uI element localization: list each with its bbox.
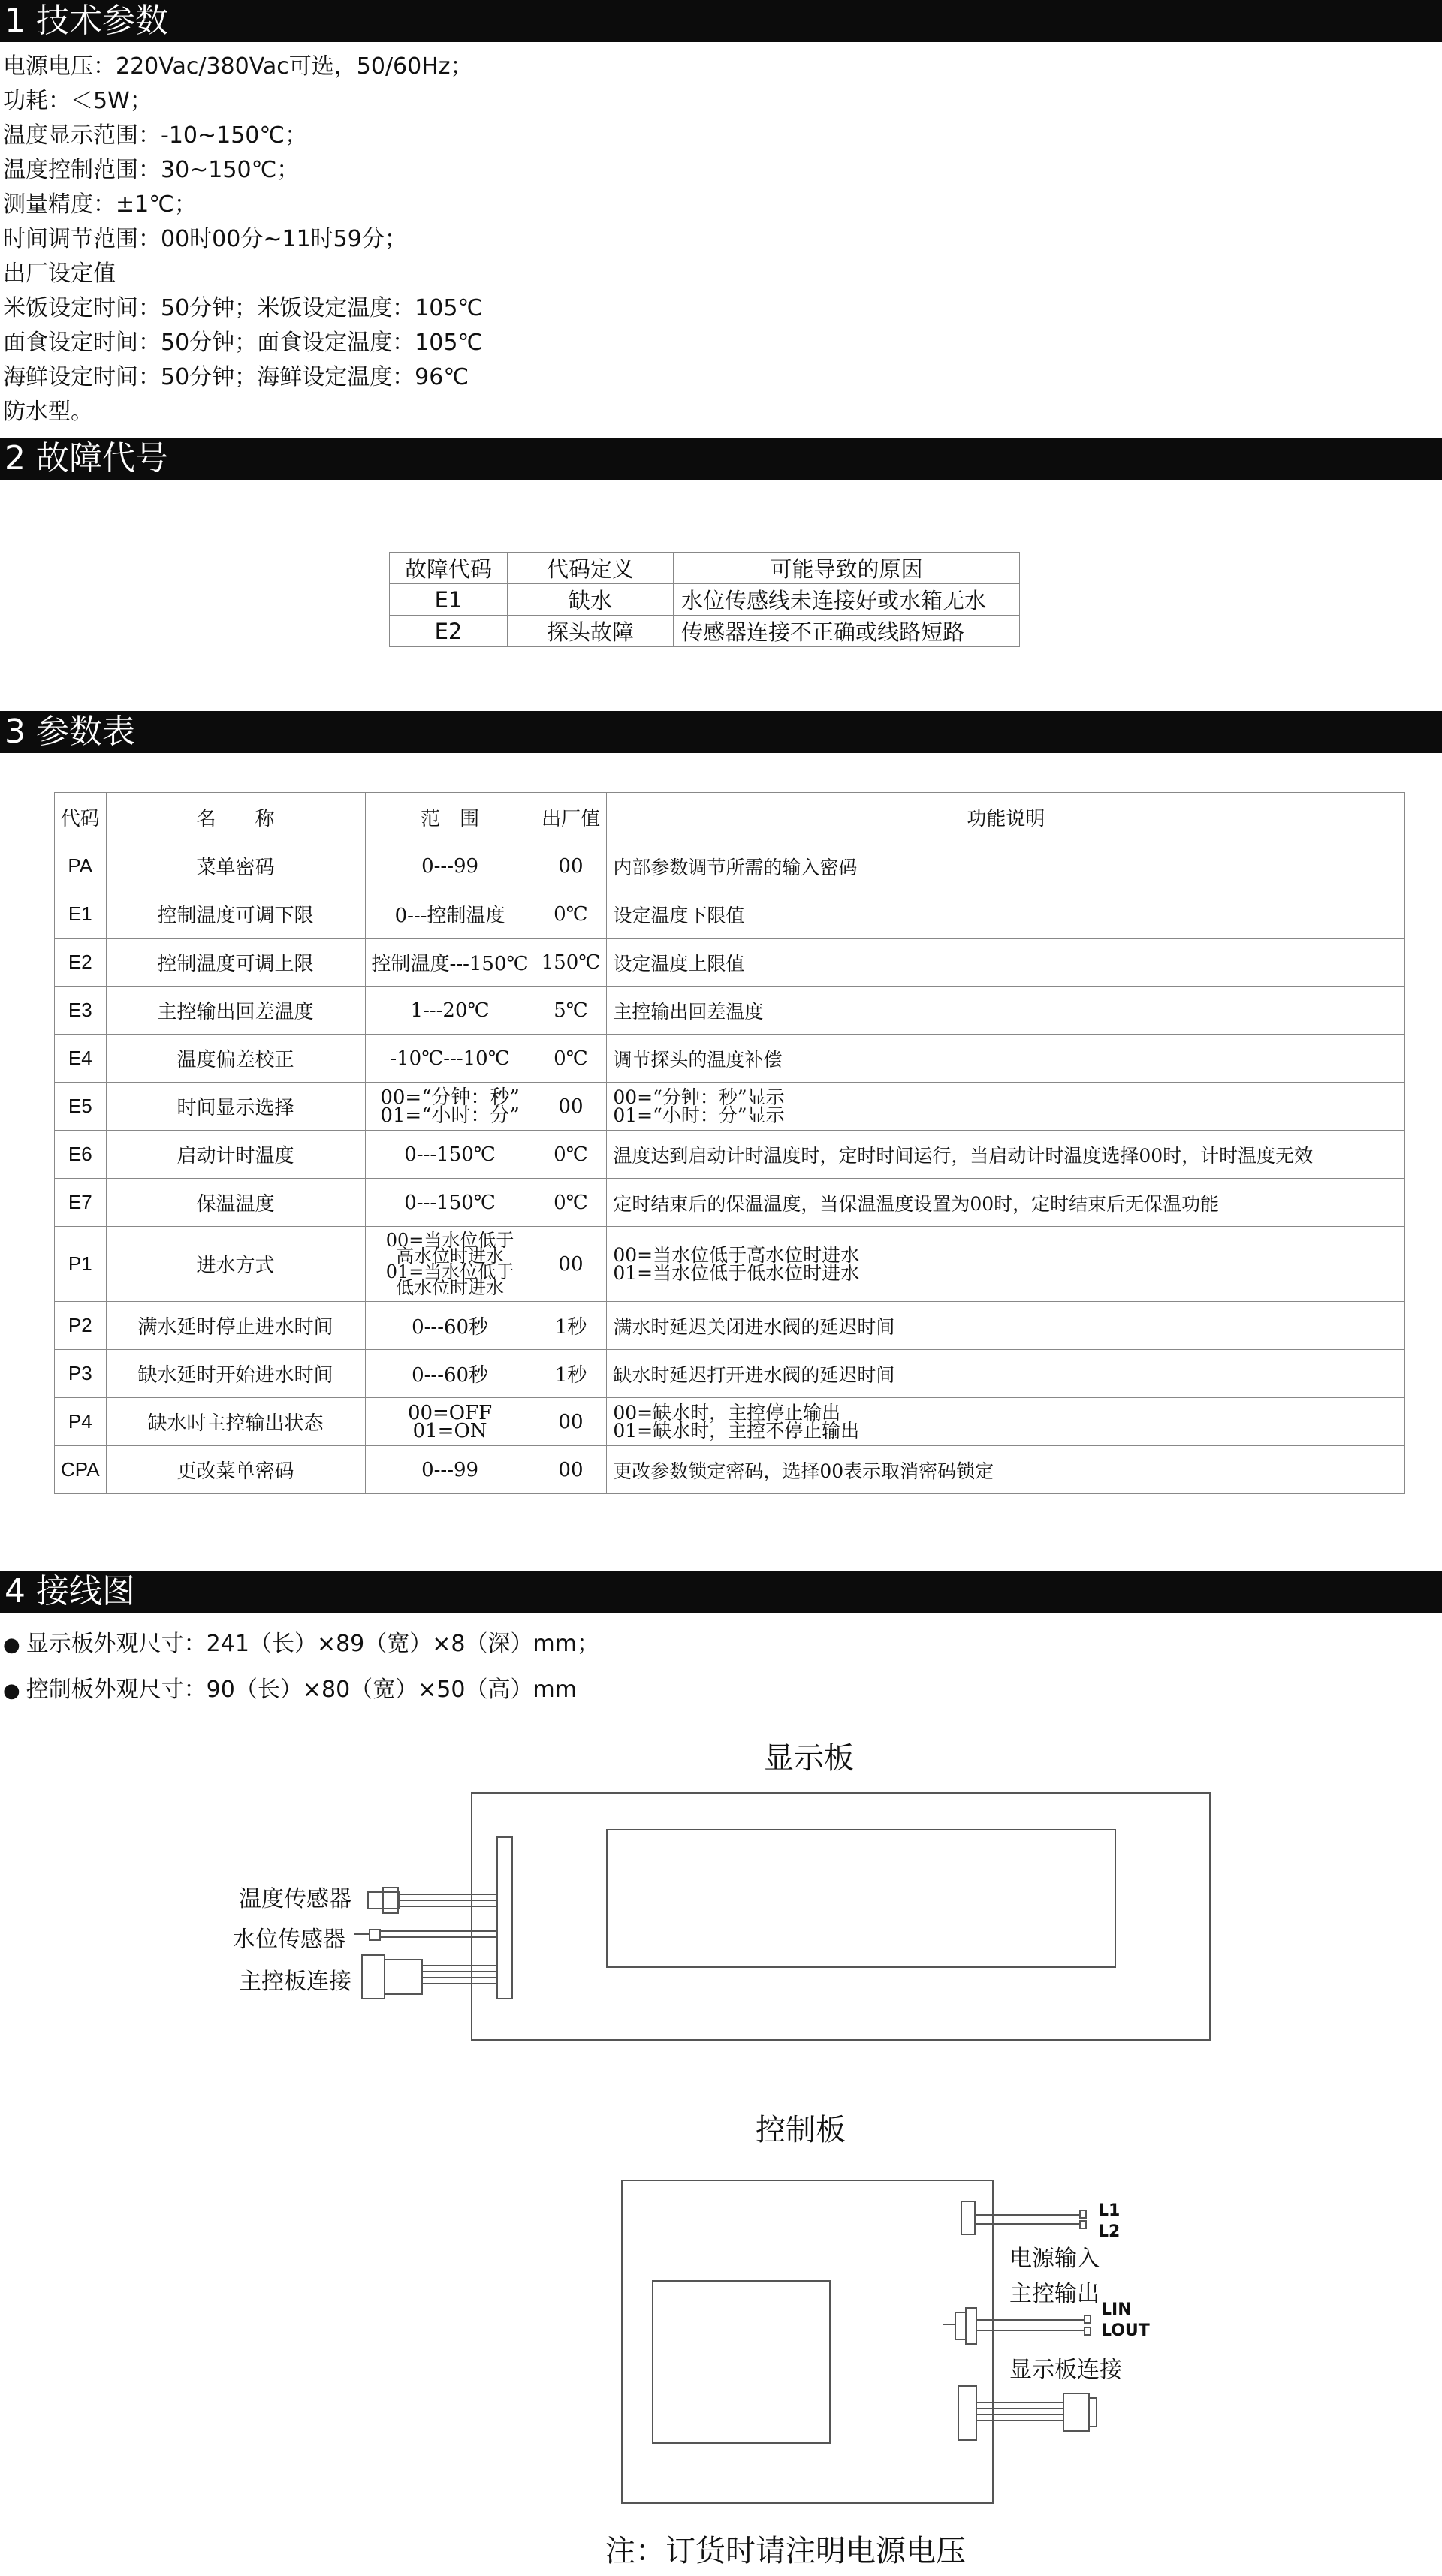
cell-default: 00 (535, 1227, 607, 1302)
spec-line: 测量精度：±1℃； (3, 191, 197, 218)
header-cell: 故障代码 (390, 553, 508, 584)
cell-range: 00=OFF 01=ON (365, 1398, 535, 1446)
cell-name: 满水延时停止进水时间 (106, 1302, 365, 1350)
cell-range: 00=“分钟：秒” 01=“小时：分” (365, 1083, 535, 1131)
cell-code: E7 (55, 1179, 107, 1227)
pin-label: LIN (1101, 2300, 1132, 2319)
order-note: 注：订货时请注明电源电压 (605, 2534, 966, 2568)
spec-line: 功耗：＜5W； (3, 88, 152, 114)
display-link-connector-icon (958, 2386, 1097, 2440)
cell-name: 主控输出回差温度 (106, 987, 365, 1035)
main-output-label: 主控输出 (1009, 2281, 1100, 2307)
cell-desc: 主控输出回差温度 (607, 987, 1405, 1035)
pin-label: L1 (1098, 2201, 1121, 2220)
cell-default: 0℃ (535, 1035, 607, 1083)
cell-range: -10℃---10℃ (365, 1035, 535, 1083)
pin-label: L2 (1098, 2222, 1121, 2241)
pin-label: LOUT (1101, 2321, 1150, 2340)
power-input-label: 电源输入 (1009, 2246, 1100, 2272)
cell-desc: 00=“分钟：秒”显示 01=“小时：分”显示 (607, 1083, 1405, 1131)
spec-line: 海鲜设定时间：50分钟；海鲜设定温度：96℃ (3, 364, 469, 390)
bullet-icon: ● (3, 1634, 20, 1656)
cell-range: 0---99 (365, 842, 535, 890)
section-4-header: 4 接线图 (0, 1571, 1442, 1613)
cell-code: E3 (55, 987, 107, 1035)
cell-desc: 00=缺水时，主控停止输出 01=缺水时，主控不停止输出 (607, 1398, 1405, 1446)
cell-code: P4 (55, 1398, 107, 1446)
cell-code: E5 (55, 1083, 107, 1131)
cell-desc: 缺水时延迟打开进水阀的延迟时间 (607, 1350, 1405, 1398)
cell-default: 0℃ (535, 1131, 607, 1179)
cell-range: 0---150℃ (365, 1179, 535, 1227)
cell-default: 0℃ (535, 890, 607, 939)
cell-name: 控制温度可调上限 (106, 939, 365, 987)
main-board-connector-icon (362, 1955, 497, 1999)
spec-line: 防水型。 (3, 399, 93, 425)
power-input-connector-icon (961, 2201, 1086, 2234)
cell-code: E4 (55, 1035, 107, 1083)
cell-default: 00 (535, 1083, 607, 1131)
temp-sensor-label: 温度传感器 (239, 1886, 351, 1912)
cell-name: 更改菜单密码 (106, 1446, 365, 1494)
cell-range: 0---控制温度 (365, 890, 535, 939)
spec-line: 米饭设定时间：50分钟；米饭设定温度：105℃ (3, 295, 484, 321)
display-board-title: 显示板 (764, 1741, 854, 1776)
main-output-connector-icon (943, 2308, 1091, 2344)
cell-code: CPA (55, 1446, 107, 1494)
header-cell: 可能导致的原因 (674, 553, 1020, 584)
cell: 缺水 (508, 584, 674, 616)
display-connector-strip (497, 1837, 512, 1999)
water-sensor-label: 水位传感器 (233, 1927, 345, 1953)
cell-name: 缺水时主控输出状态 (106, 1398, 365, 1446)
cell-range: 控制温度---150℃ (365, 939, 535, 987)
section-3-header: 3 参数表 (0, 711, 1442, 753)
section-2-header: 2 故障代号 (0, 438, 1442, 480)
water-sensor-connector-icon (354, 1930, 497, 1940)
cell-code: PA (55, 842, 107, 890)
cell-name: 控制温度可调下限 (106, 890, 365, 939)
cell: E2 (390, 616, 508, 647)
cell-desc: 温度达到启动计时温度时，定时时间运行，当启动计时温度选择00时，计时温度无效 (607, 1131, 1405, 1179)
cell-code: P3 (55, 1350, 107, 1398)
cell-code: E2 (55, 939, 107, 987)
cell-name: 时间显示选择 (106, 1083, 365, 1131)
cell-range: 0---150℃ (365, 1131, 535, 1179)
header-cell: 代码 (55, 793, 107, 842)
control-board-chip (653, 2281, 830, 2443)
section-1-header: 1 技术参数 (0, 0, 1442, 42)
main-board-link-label: 主控板连接 (239, 1969, 351, 1995)
cell-name: 缺水延时开始进水时间 (106, 1350, 365, 1398)
spec-line: 温度控制范围：30~150℃； (3, 157, 300, 183)
cell-default: 150℃ (535, 939, 607, 987)
cell-name: 温度偏差校正 (106, 1035, 365, 1083)
cell-desc: 定时结束后的保温温度，当保温温度设置为00时，定时结束后无保温功能 (607, 1179, 1405, 1227)
cell-desc: 更改参数锁定密码，选择00表示取消密码锁定 (607, 1446, 1405, 1494)
cell-range: 0---60秒 (365, 1350, 535, 1398)
cell: 传感器连接不正确或线路短路 (674, 616, 1020, 647)
cell-name: 进水方式 (106, 1227, 365, 1302)
cell-range: 0---99 (365, 1446, 535, 1494)
header-cell: 功能说明 (607, 793, 1405, 842)
cell-desc: 满水时延迟关闭进水阀的延迟时间 (607, 1302, 1405, 1350)
control-board-outline (622, 2180, 993, 2503)
cell-range: 0---60秒 (365, 1302, 535, 1350)
cell-default: 00 (535, 1446, 607, 1494)
cell-default: 1秒 (535, 1350, 607, 1398)
cell-desc: 00=当水位低于高水位时进水 01=当水位低于低水位时进水 (607, 1227, 1405, 1302)
cell-default: 1秒 (535, 1302, 607, 1350)
cell-default: 5℃ (535, 987, 607, 1035)
cell-range: 00=当水位低于 高水位时进水 01=当水位低于 低水位时进水 (365, 1227, 535, 1302)
cell-default: 0℃ (535, 1179, 607, 1227)
cell-desc: 内部参数调节所需的输入密码 (607, 842, 1405, 890)
cell-code: E1 (55, 890, 107, 939)
spec-line: 电源电压：220Vac/380Vac可选，50/60Hz； (3, 53, 473, 80)
cell-range: 1---20℃ (365, 987, 535, 1035)
spec-line: 面食设定时间：50分钟；面食设定温度：105℃ (3, 330, 484, 356)
header-cell: 名 称 (106, 793, 365, 842)
cell-desc: 调节探头的温度补偿 (607, 1035, 1405, 1083)
cell-code: E6 (55, 1131, 107, 1179)
header-cell: 范 围 (365, 793, 535, 842)
header-cell: 代码定义 (508, 553, 674, 584)
cell-default: 00 (535, 1398, 607, 1446)
control-board-title: 控制板 (756, 2113, 846, 2147)
temp-sensor-connector-icon (368, 1888, 497, 1913)
cell: 探头故障 (508, 616, 674, 647)
cell-code: P1 (55, 1227, 107, 1302)
spec-line: 时间调节范围：00时00分~11时59分； (3, 226, 407, 252)
display-board-link-label: 显示板连接 (1009, 2357, 1122, 2383)
spec-line: 出厂设定值 (3, 261, 116, 287)
cell-desc: 设定温度下限值 (607, 890, 1405, 939)
bullet-icon: ● (3, 1680, 20, 1702)
cell-name: 保温温度 (106, 1179, 365, 1227)
cell-code: P2 (55, 1302, 107, 1350)
cell-desc: 设定温度上限值 (607, 939, 1405, 987)
cell: E1 (390, 584, 508, 616)
cell-default: 00 (535, 842, 607, 890)
display-window (607, 1830, 1115, 1967)
cell-name: 启动计时温度 (106, 1131, 365, 1179)
dimension-item: ● 控制板外观尺寸：90（长）×80（宽）×50（高）mm (3, 1677, 577, 1703)
dimension-item: ● 显示板外观尺寸：241（长）×89（宽）×8（深）mm； (3, 1631, 599, 1657)
spec-line: 温度显示范围：-10~150℃； (3, 122, 308, 149)
cell: 水位传感线未连接好或水箱无水 (674, 584, 1020, 616)
header-cell: 出厂值 (535, 793, 607, 842)
cell-name: 菜单密码 (106, 842, 365, 890)
